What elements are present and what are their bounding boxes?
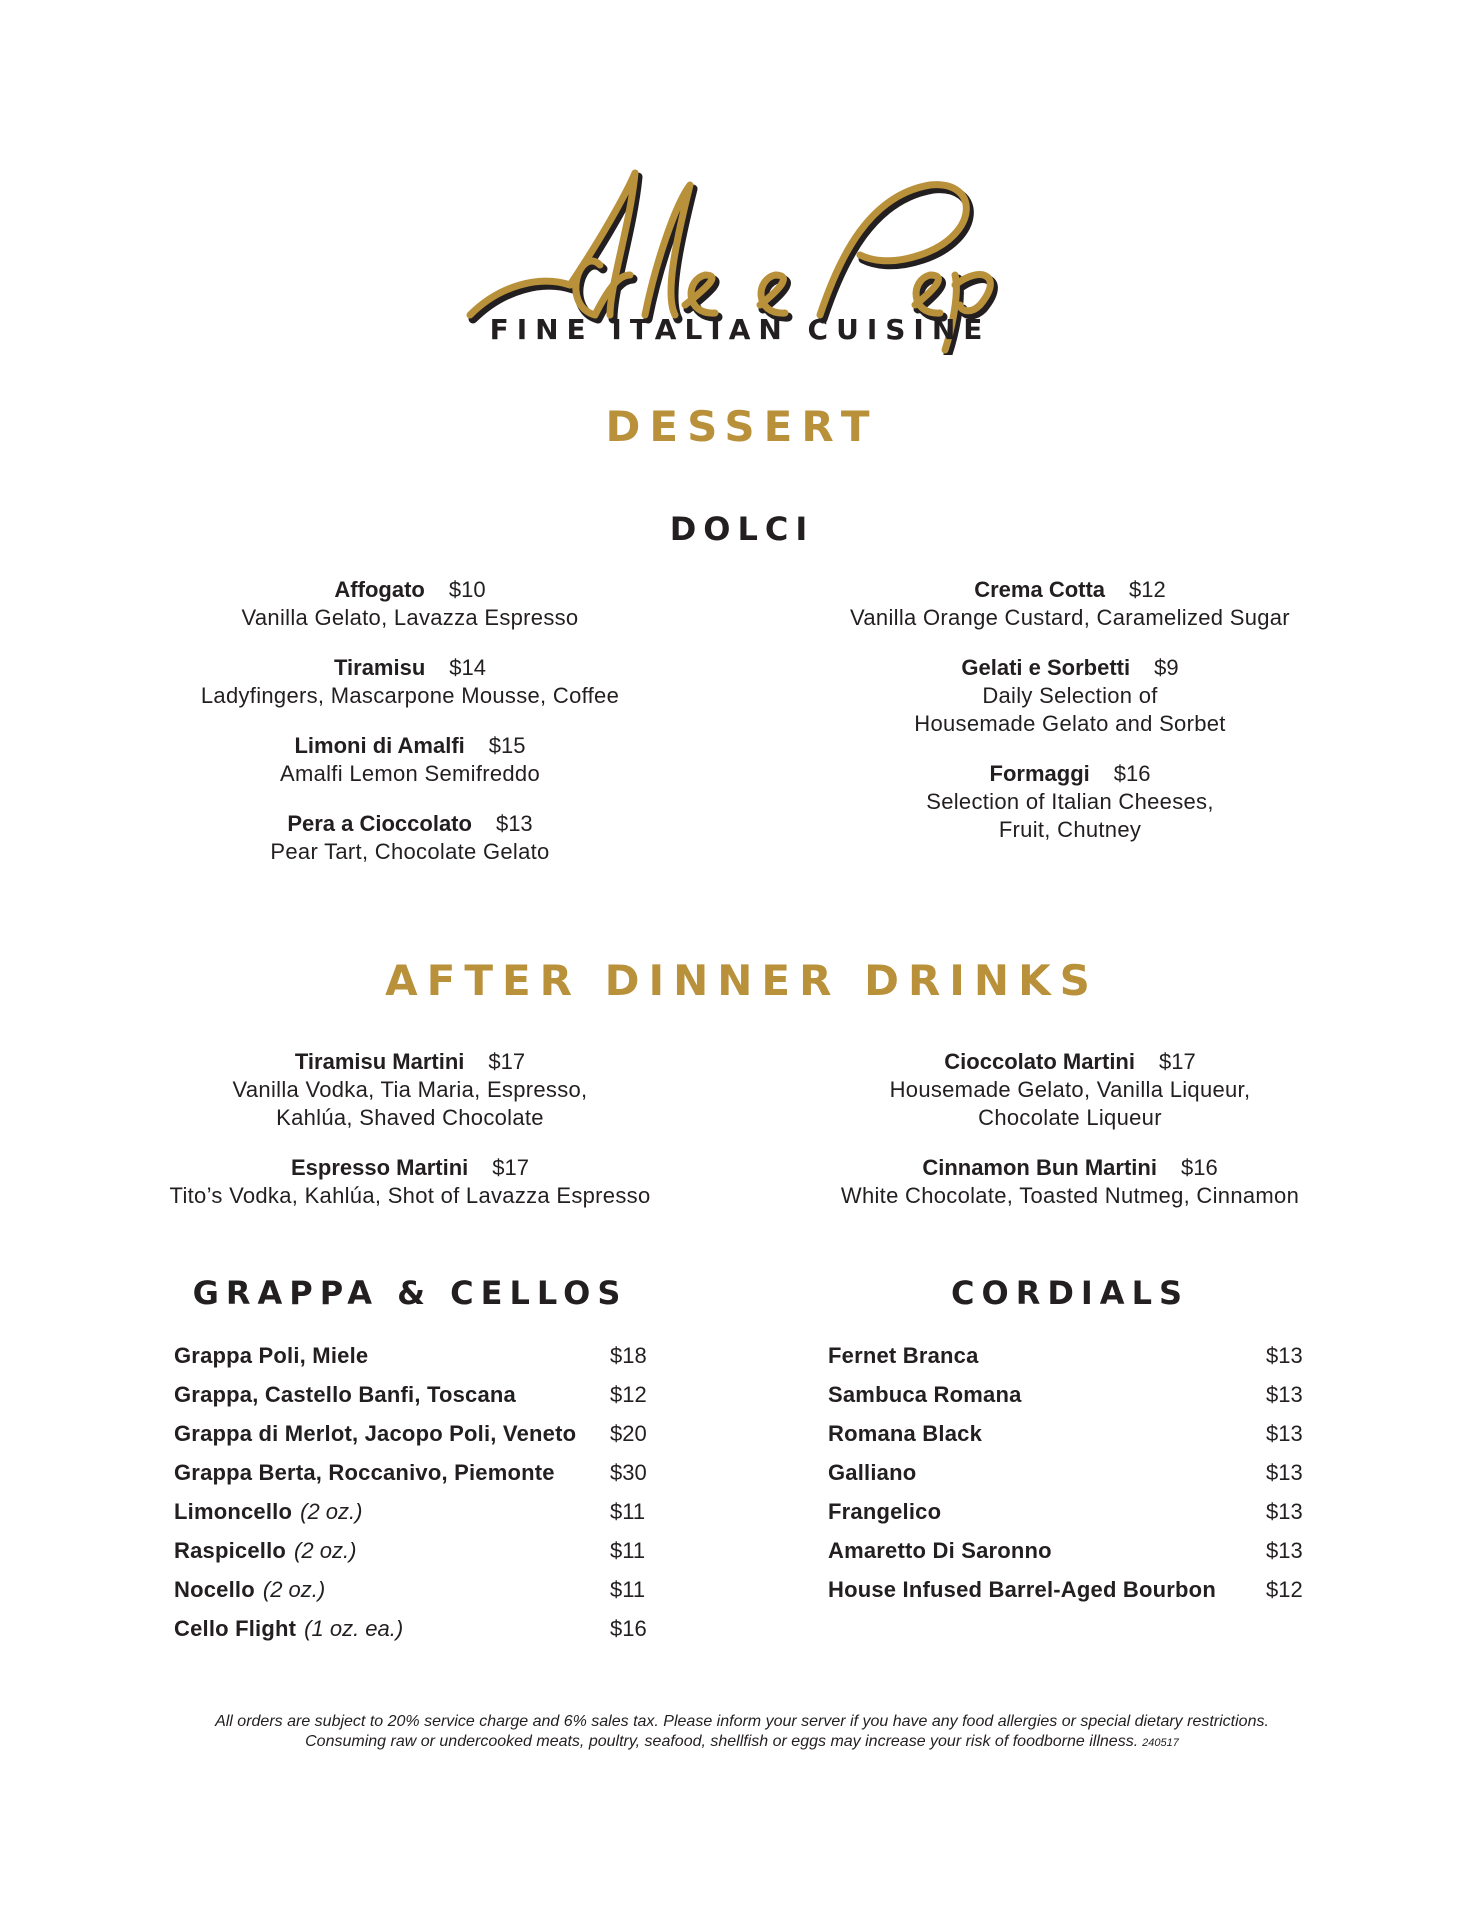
list-item [174,1609,694,1648]
list-item [174,1453,694,1492]
menu-item [130,810,690,866]
item-name: Grappa Poli, Miele [174,1342,369,1368]
list-item [828,1336,1348,1375]
item-description: Ladyfingers, Mascarpone Mousse, Coffee [200,683,620,708]
grappa-list [174,1336,694,1648]
item-note: (2 oz.) [300,1498,363,1524]
menu-item [790,760,1350,844]
menu-item [130,654,690,710]
item-description: Amalfi Lemon Semifreddo [279,761,541,786]
item-name: Formaggi [989,761,1090,786]
item-name: House Infused Barrel-Aged Bourbon [828,1576,1216,1602]
item-name: Frangelico [828,1498,942,1524]
item-description: Kahlúa, Shaved Chocolate [276,1105,544,1130]
item-price: $16 [610,1615,647,1641]
item-price: $13 [1266,1537,1303,1563]
item-name: Romana Black [828,1420,983,1446]
disclaimer-line-2: Consuming raw or undercooked meats, poultry, seafood, shellfish or eggs may increase your risk of foodborne illness. [305,1733,1139,1750]
item-name: Cioccolato Martini [944,1049,1135,1074]
item-price: $17 [492,1155,529,1180]
item-price: $12 [1129,577,1166,602]
dolci-right-column [790,576,1350,866]
item-name: Sambuca Romana [828,1381,1022,1407]
drinks-right-column [790,1048,1350,1232]
dessert-title: DESSERT [605,402,879,451]
drinks-left-column [130,1048,690,1232]
item-price: $13 [1266,1498,1303,1524]
item-name: Tiramisu Martini [294,1049,465,1074]
item-name: Crema Cotta [974,577,1106,602]
list-item [828,1453,1348,1492]
item-description: Vanilla Orange Custard, Caramelized Sugar [850,605,1290,630]
list-item [174,1375,694,1414]
list-item [828,1531,1348,1570]
list-item [174,1492,694,1531]
item-name: Limoni di Amalfi [294,733,465,758]
item-name: Grappa, Castello Banfi, Toscana [174,1381,516,1407]
item-price: $13 [1266,1459,1303,1485]
item-name: Pera a Cioccolato [287,811,472,836]
item-price: $13 [1266,1420,1303,1446]
item-name: Cinnamon Bun Martini [922,1155,1157,1180]
dolci-title: DOLCI [669,510,815,548]
item-name: Galliano [828,1459,917,1485]
list-item [828,1375,1348,1414]
logo-tagline: FINE ITALIAN CUISINE [489,313,991,346]
item-name: Tiramisu [333,655,426,680]
item-name: Fernet Branca [828,1342,979,1368]
menu-item [130,732,690,788]
grappa-cellos-title: GRAPPA & CELLOS [192,1274,628,1312]
item-description: White Chocolate, Toasted Nutmeg, Cinnamon [840,1183,1300,1208]
item-name: Gelati e Sorbetti [961,655,1131,680]
item-price: $15 [488,733,526,758]
item-price: $17 [488,1049,526,1074]
item-price: $13 [1266,1381,1303,1407]
item-price: $12 [610,1381,647,1407]
item-price: $16 [1180,1155,1218,1180]
item-name: Espresso Martini [291,1155,469,1180]
item-note: (2 oz.) [262,1576,326,1602]
list-item [828,1492,1348,1531]
item-description: Chocolate Liqueur [978,1105,1162,1130]
list-item [174,1336,694,1375]
item-name: Grappa di Merlot, Jacopo Poli, Veneto [174,1420,577,1446]
menu-item [790,654,1350,738]
item-price: $13 [1266,1342,1303,1368]
menu-item [130,1048,690,1132]
list-item [174,1570,694,1609]
item-price: $14 [449,655,487,680]
item-price: $11 [610,1537,646,1563]
menu-item [130,576,690,632]
item-name: Nocello [174,1576,255,1602]
item-price: $12 [1266,1576,1303,1602]
item-price: $11 [610,1498,646,1524]
item-note: (1 oz. ea.) [304,1615,404,1641]
restaurant-logo [460,165,1020,355]
item-note: (2 oz.) [294,1537,357,1563]
dolci-left-column [130,576,690,888]
list-item [828,1570,1348,1609]
list-item [174,1531,694,1570]
item-description: Daily Selection of [982,683,1158,708]
cordials-title: CORDIALS [951,1274,1189,1312]
menu-item [790,576,1350,632]
item-price: $16 [1113,761,1151,786]
item-price: $11 [610,1576,646,1602]
menu-item [790,1048,1350,1132]
item-name: Raspicello [174,1537,287,1563]
menu-code: 240517 [1142,1737,1179,1749]
item-price: $20 [610,1420,647,1446]
item-description: Vanilla Gelato, Lavazza Espresso [241,605,579,630]
item-price: $18 [610,1342,647,1368]
item-description: Tito’s Vodka, Kahlúa, Shot of Lavazza Espresso [169,1183,651,1208]
item-description: Vanilla Vodka, Tia Maria, Espresso, [232,1077,588,1102]
list-item [174,1414,694,1453]
item-name: Affogato [334,577,425,602]
item-description: Selection of Italian Cheeses, [926,789,1214,814]
footer-disclaimer [0,1712,1484,1753]
item-price: $17 [1158,1049,1196,1074]
item-price: $9 [1154,655,1179,680]
list-item [828,1414,1348,1453]
item-price: $10 [448,577,486,602]
item-description: Fruit, Chutney [998,817,1142,842]
menu-item [130,1154,690,1210]
item-name: Cello Flight [174,1615,297,1641]
item-description: Housemade Gelato, Vanilla Liqueur, [889,1077,1251,1102]
item-description: Housemade Gelato and Sorbet [914,711,1226,736]
menu-item [790,1154,1350,1210]
cordials-list [828,1336,1348,1609]
item-name: Limoncello [174,1498,293,1524]
item-price: $13 [495,811,533,836]
item-description: Pear Tart, Chocolate Gelato [270,839,550,864]
disclaimer-line-1: All orders are subject to 20% service charge and 6% sales tax. Please inform your server if you have any food allergies or special dietary restrictions. [215,1713,1269,1730]
item-name: Grappa Berta, Roccanivo, Piemonte [174,1459,555,1485]
after-dinner-drinks-title: AFTER DINNER DRINKS [385,956,1099,1005]
item-price: $30 [610,1459,647,1485]
item-name: Amaretto Di Saronno [828,1537,1052,1563]
